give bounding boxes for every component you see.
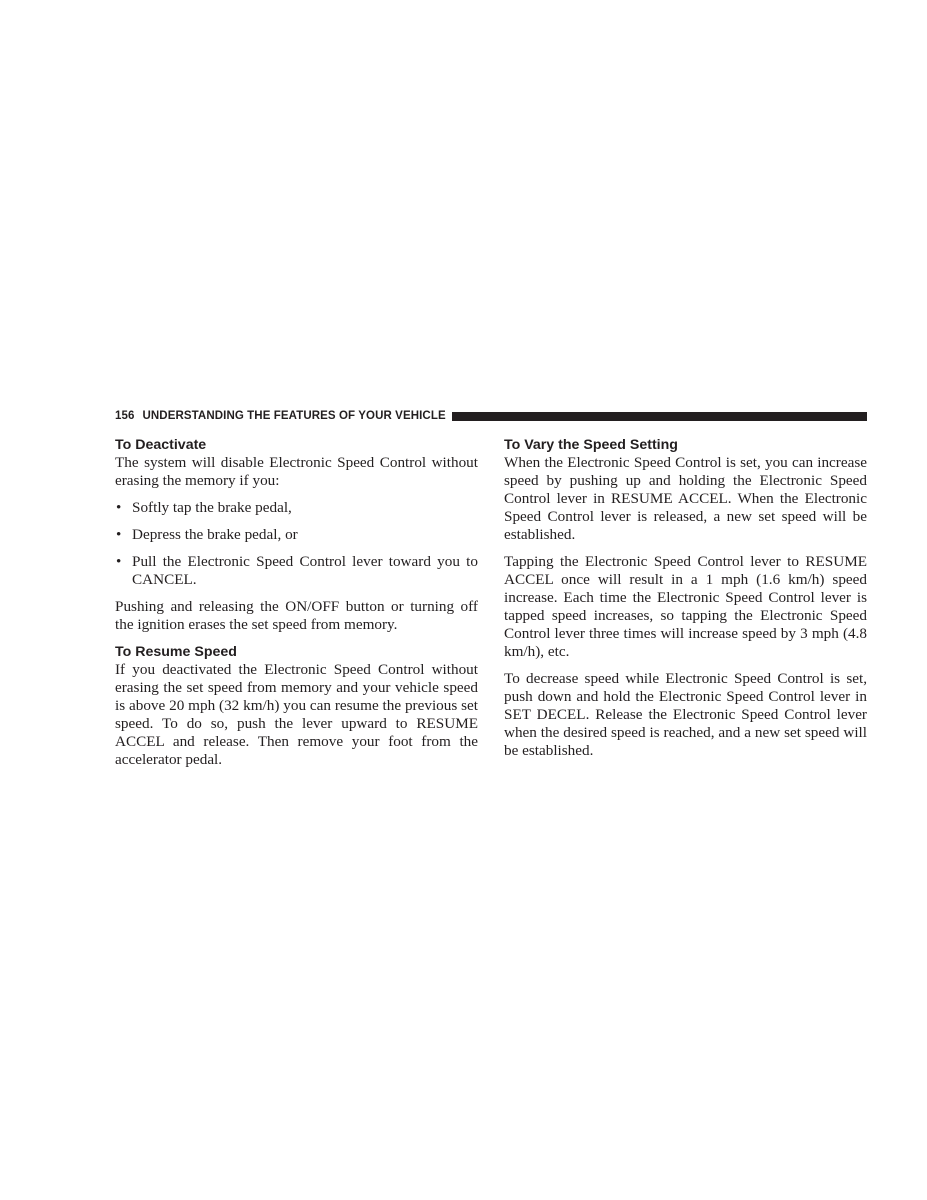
list-item: • Pull the Electronic Speed Control lever toward you to CANCEL. — [116, 553, 478, 588]
left-column — [115, 436, 478, 778]
deactivate-intro: The system will disable Electronic Speed Control without erasing the memory if you: — [115, 454, 478, 489]
vary-paragraph-1: When the Electronic Speed Control is set, you can increase speed by pushing up and holding the Electronic Speed Control lever in RESUME ACCEL. When the Electronic Speed Control lever is released, a new set speed will be established. — [504, 454, 867, 543]
header-rule — [452, 412, 867, 421]
bullet-icon: • — [116, 499, 122, 516]
deactivate-list — [115, 499, 478, 589]
page-number: 156 — [115, 410, 135, 422]
vary-paragraph-2: Tapping the Electronic Speed Control lever to RESUME ACCEL once will result in a 1 mph (1.6 km/h) speed increase. Each time the Electronic Speed Control lever is tapped speed increases, so tapping the Electronic Speed Control lever three times will increase speed by 3 mph (4.8 km/h), etc. — [504, 553, 867, 660]
resume-body: If you deactivated the Electronic Speed Control without erasing the set speed from memory and your vehicle speed is above 20 mph (32 km/h) you can resume the previous set speed. To do so, push the lever upward to RESUME ACCEL and release. Then remove your foot from the accelerator pedal. — [115, 661, 478, 768]
header-title: UNDERSTANDING THE FEATURES OF YOUR VEHICLE — [142, 410, 446, 422]
vary-heading: To Vary the Speed Setting — [504, 437, 678, 453]
bullet-icon: • — [116, 553, 122, 570]
deactivate-heading: To Deactivate — [115, 437, 207, 453]
bullet-icon: • — [116, 526, 122, 543]
deactivate-after: Pushing and releasing the ON/OFF button or turning off the ignition erases the set speed from memory. — [115, 598, 478, 633]
page-header — [115, 409, 867, 423]
resume-heading: To Resume Speed — [115, 644, 237, 660]
list-item: • Softly tap the brake pedal, — [116, 499, 292, 516]
right-column — [504, 436, 867, 769]
vary-paragraph-3: To decrease speed while Electronic Speed Control is set, push down and hold the Electronic Speed Control lever in SET DECEL. Release the Electronic Speed Control lever when the desired speed is reached, and a new set speed will be established. — [504, 670, 867, 759]
list-item: • Depress the brake pedal, or — [116, 526, 298, 543]
